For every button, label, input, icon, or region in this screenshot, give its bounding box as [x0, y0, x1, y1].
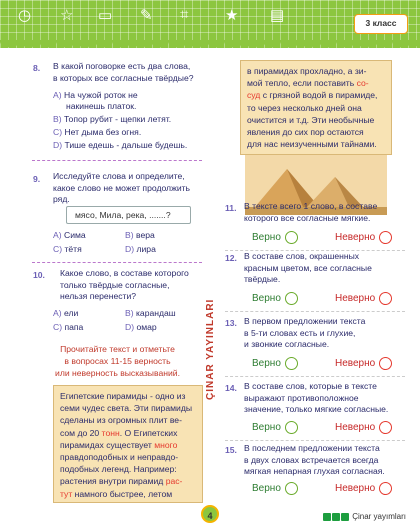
true-option[interactable]: [252, 231, 298, 244]
text-line: Исследуйте слова и определите,: [53, 171, 185, 181]
question-number: 14.: [225, 383, 237, 393]
brand-vertical-text: ÇINAR YAYINLARI: [205, 298, 216, 400]
text-line: В первом предложении текста: [244, 316, 366, 326]
footer-brand: [323, 512, 406, 521]
option-letter: A): [53, 90, 62, 100]
true-option[interactable]: [252, 292, 298, 305]
option-c[interactable]: [53, 322, 83, 333]
question-number: 15.: [225, 445, 237, 455]
option-text: папа: [64, 322, 84, 332]
option-d[interactable]: [125, 244, 156, 255]
text-line: только твёрдые согласные,: [60, 279, 170, 290]
true-circle[interactable]: [285, 292, 298, 305]
false-label: Неверно: [335, 232, 376, 244]
divider: [225, 440, 405, 441]
text-line: в 5-ти словах есть и глухие,: [244, 327, 356, 338]
question-number: 8.: [33, 63, 41, 73]
option-letter: A): [53, 230, 62, 240]
text-line: значение, только мягкие согласные.: [244, 404, 389, 414]
question-number: 10.: [33, 270, 45, 280]
option-d[interactable]: [53, 140, 187, 151]
false-option[interactable]: [335, 231, 392, 244]
option-letter: C): [53, 322, 63, 332]
option-text: вера: [135, 230, 155, 240]
question-15-text: [244, 443, 409, 478]
option-b[interactable]: [125, 230, 155, 241]
instagram-icon: [332, 513, 340, 521]
passage-scroll-left: [53, 385, 203, 503]
text-line: ряд.: [53, 194, 70, 204]
passage-line: то через несколько дней она: [247, 102, 362, 113]
question-11-text: [244, 201, 404, 224]
option-letter: D): [53, 140, 63, 150]
false-label: Неверно: [335, 483, 376, 495]
option-text: Тише едешь - дальше будешь.: [64, 140, 188, 150]
false-circle[interactable]: [379, 421, 392, 434]
facebook-icon: [323, 513, 331, 521]
true-label: Верно: [252, 358, 281, 370]
passage-line: сом до 20 тонн. О Египетских: [60, 427, 178, 438]
passage-line: очистится и т.д. Эти необычные: [247, 114, 375, 125]
passage-line: растения внутри пирамид рас-: [60, 476, 183, 487]
text-line: какое слово не может продолжить: [53, 182, 191, 193]
option-text: лира: [136, 244, 156, 254]
false-option[interactable]: [335, 482, 392, 495]
option-text: ели: [63, 308, 79, 318]
question-number: 13.: [225, 318, 237, 328]
false-circle[interactable]: [379, 292, 392, 305]
text-line: выражают противоположное: [244, 392, 359, 403]
text-line: в двух словах встречается всегда: [244, 454, 379, 465]
class-badge: 3 класс: [354, 14, 408, 34]
header-scallop: [0, 40, 420, 54]
true-circle[interactable]: [285, 231, 298, 244]
option-b[interactable]: [125, 308, 176, 319]
question-9-text: [53, 171, 203, 206]
question-13-text: [244, 316, 404, 351]
option-a-line-2: накинешь платок.: [66, 101, 137, 111]
false-label: Неверно: [335, 422, 376, 434]
false-label: Неверно: [335, 293, 376, 305]
option-letter: A): [53, 308, 62, 318]
true-label: Верно: [252, 232, 281, 244]
text-line: и звонкие согласные.: [244, 339, 330, 349]
false-label: Неверно: [335, 358, 376, 370]
passage-line: семи чудес света. Эти пирамиды: [60, 403, 193, 414]
false-option[interactable]: [335, 421, 392, 434]
true-circle[interactable]: [285, 482, 298, 495]
text-line: В какой поговорке есть два слова,: [53, 61, 191, 71]
text-line: которого все согласные мягкие.: [244, 212, 371, 223]
option-text: На чужой роток не: [63, 90, 138, 100]
option-b[interactable]: [53, 114, 171, 125]
true-option[interactable]: [252, 357, 298, 370]
text-line: В составе слов, окрашенных: [244, 251, 360, 261]
text-line: Какое слово, в составе которого: [60, 268, 189, 278]
passage-line: мой тепло, если поставить со-: [247, 78, 369, 89]
text-line: Прочитайте текст и отметьте: [60, 344, 175, 354]
text-line: или неверность высказываний.: [55, 368, 180, 378]
word-row-box: мясо, Мила, река, .......?: [66, 206, 191, 224]
option-text: омар: [136, 322, 157, 332]
passage-line: суд с грязной водой в пирамиде,: [247, 90, 378, 101]
passage-line: правдоподобных и неправдо-: [60, 452, 179, 463]
question-number: 12.: [225, 253, 237, 263]
option-c[interactable]: [53, 244, 82, 255]
clock-icon: ◷: [18, 7, 32, 24]
option-a[interactable]: [53, 230, 86, 241]
divider: [32, 262, 202, 263]
star-icon: ☆: [60, 7, 74, 24]
option-c[interactable]: [53, 127, 141, 138]
option-text: Сима: [63, 230, 86, 240]
divider: [225, 376, 405, 377]
passage-line: подобных легенд. Например:: [60, 464, 177, 475]
passage-scroll-right: [240, 60, 392, 155]
passage-line: тут намного быстрее, летом: [60, 488, 173, 499]
true-circle[interactable]: [285, 421, 298, 434]
option-d[interactable]: [125, 322, 157, 333]
option-letter: C): [53, 244, 63, 254]
false-option[interactable]: [335, 292, 392, 305]
book-icon: ▭: [98, 7, 113, 24]
text-line: В тексте всего 1 слово, в составе: [244, 201, 378, 211]
option-letter: D): [125, 244, 135, 254]
false-circle[interactable]: [379, 357, 392, 370]
ruler-icon: ⌗: [180, 6, 189, 23]
page-number: 4: [201, 505, 219, 523]
option-letter: B): [125, 230, 134, 240]
option-text: Нет дыма без огня.: [64, 127, 142, 137]
text-line: твёрдые.: [244, 274, 281, 284]
star-icon: ★: [225, 7, 239, 24]
divider: [32, 160, 202, 161]
option-letter: B): [53, 114, 62, 124]
option-text: карандаш: [135, 308, 176, 318]
false-option[interactable]: [335, 357, 392, 370]
text-line: нельзя перенести?: [60, 291, 137, 301]
false-circle[interactable]: [379, 231, 392, 244]
option-a[interactable]: [53, 308, 78, 319]
pencil-icon: ✎: [140, 7, 153, 24]
question-12-text: [244, 251, 404, 286]
question-number: 9.: [33, 174, 41, 184]
text-line: в которых все согласные твёрдые?: [53, 72, 194, 83]
divider: [225, 311, 405, 312]
reading-instruction: [40, 343, 195, 379]
text-line: В последнем предложении текста: [244, 443, 380, 453]
text-line: В составе слов, которые в тексте: [244, 381, 377, 391]
true-label: Верно: [252, 422, 281, 434]
question-10-text: [60, 268, 205, 303]
passage-line: пирамидах существует много: [60, 439, 178, 450]
true-option[interactable]: [252, 482, 298, 495]
option-letter: D): [125, 322, 135, 332]
notebook-icon: ▤: [270, 7, 285, 24]
true-label: Верно: [252, 483, 281, 495]
option-text: тётя: [64, 244, 82, 254]
question-number: 11.: [225, 203, 237, 213]
question-14-text: [244, 381, 409, 416]
true-circle[interactable]: [285, 357, 298, 370]
passage-line: в пирамидах прохладно, а зи-: [247, 66, 367, 76]
option-a[interactable]: [53, 90, 138, 101]
youtube-icon: [341, 513, 349, 521]
option-text: Топор рубит - щепки летят.: [63, 114, 172, 124]
false-circle[interactable]: [379, 482, 392, 495]
passage-line: явления до сих пор остаются: [247, 127, 364, 138]
question-8-text: [53, 61, 203, 84]
passage-line: Египетские пирамиды - одно из: [60, 391, 186, 401]
option-letter: C): [53, 127, 63, 137]
footer-text: Çinar yayımları: [352, 512, 406, 521]
true-label: Верно: [252, 293, 281, 305]
option-letter: B): [125, 308, 134, 318]
text-line: мягкая непарная глухая согласная.: [244, 466, 385, 476]
passage-line: сделаны из огромных плит ве-: [60, 415, 182, 426]
passage-line: для нас неизученными тайнами.: [247, 139, 377, 150]
text-line: в вопросах 11-15 верность: [64, 356, 171, 366]
true-option[interactable]: [252, 421, 298, 434]
text-line: красным цветом, все согласные: [244, 262, 372, 273]
